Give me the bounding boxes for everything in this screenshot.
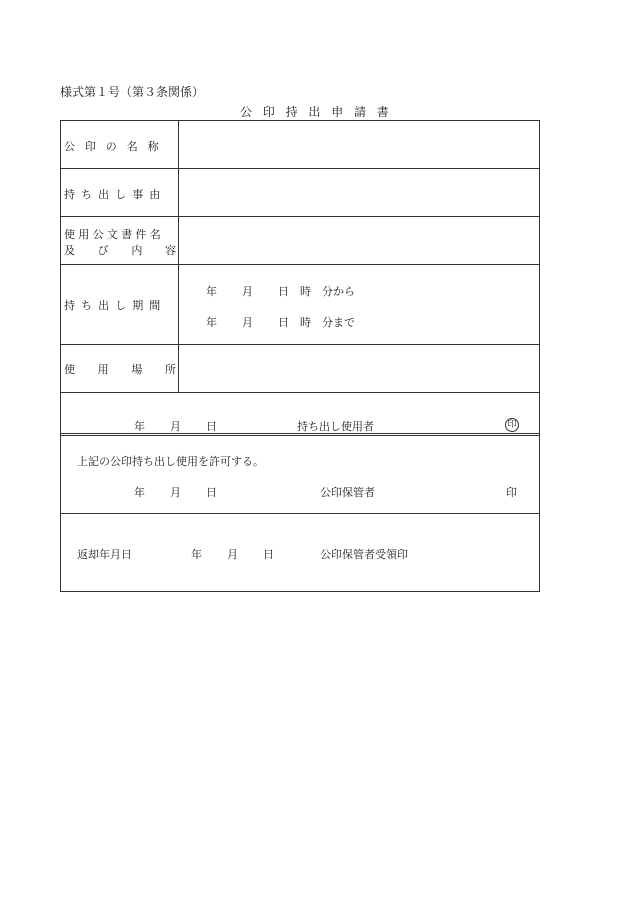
approval-statement: 上記の公印持ち出し使用を許可する。	[77, 455, 264, 468]
applicant-date	[134, 418, 217, 434]
return-label: 返却年月日	[77, 548, 132, 561]
applicant-day: 日	[206, 420, 217, 433]
period-to-year: 年	[206, 316, 217, 329]
document-label-line1: 使用公文書件名	[64, 228, 165, 241]
applicant-role: 持ち出し使用者	[297, 420, 374, 433]
approval-month: 月	[170, 486, 181, 499]
label-char: 所	[164, 363, 176, 376]
label-char: 容	[164, 244, 176, 257]
return-month: 月	[227, 548, 238, 561]
label-char: 使	[64, 363, 75, 376]
return-receipt-label: 公印保管者受領印	[320, 548, 408, 561]
document-label-line2	[64, 242, 176, 258]
return-day: 日	[263, 548, 274, 561]
approval-day: 日	[206, 486, 217, 499]
label-char: 用	[97, 363, 109, 376]
place-label	[64, 361, 176, 377]
page-title: 公印持出申請書	[240, 105, 400, 119]
seal-name-label: 公印の名称	[64, 140, 169, 153]
period-from	[206, 283, 355, 299]
form-number: 様式第１号（第３条関係）	[60, 85, 205, 99]
approval-year: 年	[134, 486, 145, 499]
period-to-month: 月	[242, 316, 253, 329]
return-date	[191, 546, 274, 562]
reason-label: 持ち出し事由	[64, 188, 167, 201]
place-label-text	[64, 361, 176, 377]
applicant-month: 月	[170, 420, 181, 433]
seal-circle-icon: 印	[505, 418, 519, 432]
period-to-day: 日	[278, 316, 289, 329]
approval-date	[134, 484, 217, 500]
period-label: 持ち出し期間	[64, 299, 167, 312]
applicant-seal-mark	[505, 417, 519, 432]
period-to-minute: 分まで	[322, 316, 355, 329]
approval-seal: 印	[506, 486, 517, 499]
applicant-year: 年	[134, 420, 145, 433]
period-to-hour: 時	[300, 316, 311, 329]
document-label-line2-text	[64, 242, 176, 258]
label-char: 場	[131, 363, 143, 376]
approval-role: 公印保管者	[320, 486, 375, 499]
period-from-month: 月	[242, 285, 253, 298]
period-from-hour: 時	[300, 285, 311, 298]
label-char: 及	[64, 244, 75, 257]
label-char: び	[97, 244, 109, 257]
application-form-table	[60, 120, 540, 592]
return-year: 年	[191, 548, 202, 561]
period-to	[206, 314, 355, 330]
period-from-day: 日	[278, 285, 289, 298]
label-char: 内	[131, 244, 143, 257]
period-from-year: 年	[206, 285, 217, 298]
period-from-minute: 分から	[322, 285, 355, 298]
